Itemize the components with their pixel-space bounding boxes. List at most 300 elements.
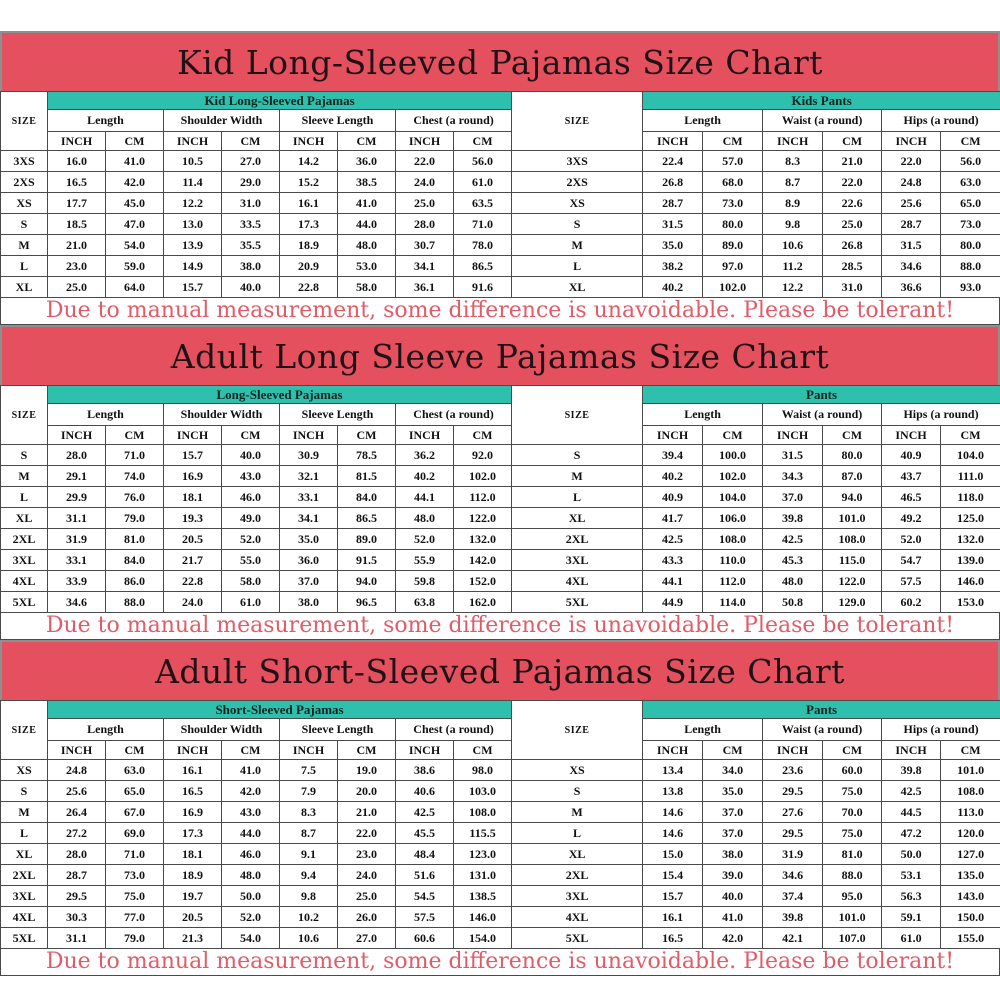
value-cell: 14.2 xyxy=(280,151,338,172)
kid-section-title: Kid Long-Sleeved Pajamas Size Chart xyxy=(176,42,824,82)
value-cell: 88.0 xyxy=(106,592,164,613)
value-cell: 131.0 xyxy=(454,865,512,886)
value-cell: 56.0 xyxy=(454,151,512,172)
value-cell: 16.1 xyxy=(643,907,703,928)
unit-cm: CM xyxy=(941,741,1000,760)
value-cell: 18.5 xyxy=(48,214,106,235)
value-cell: 132.0 xyxy=(941,529,1000,550)
unit-cm: CM xyxy=(222,426,280,445)
value-cell: 65.0 xyxy=(106,781,164,802)
value-cell: 29.0 xyxy=(222,172,280,193)
unit-header-row xyxy=(1,132,1000,151)
value-cell: 44.0 xyxy=(338,214,396,235)
value-cell: 49.0 xyxy=(222,508,280,529)
value-cell: 40.2 xyxy=(643,466,703,487)
value-cell: 14.6 xyxy=(643,823,703,844)
unit-inch: INCH xyxy=(763,426,823,445)
value-cell: 22.8 xyxy=(280,277,338,298)
value-cell: 31.5 xyxy=(763,445,823,466)
value-cell: 55.0 xyxy=(222,550,280,571)
unit-inch: INCH xyxy=(48,426,106,445)
size-cell: S xyxy=(512,214,643,235)
value-cell: 59.1 xyxy=(882,907,941,928)
adult-long-section-title: Adult Long Sleeve Pajamas Size Chart xyxy=(170,336,830,376)
table-row xyxy=(1,172,1000,193)
table-row xyxy=(1,277,1000,298)
value-cell: 84.0 xyxy=(106,550,164,571)
group-header-row xyxy=(1,701,1000,719)
value-cell: 10.6 xyxy=(280,928,338,949)
value-cell: 138.5 xyxy=(454,886,512,907)
value-cell: 127.0 xyxy=(941,844,1000,865)
value-cell: 102.0 xyxy=(454,466,512,487)
size-cell: L xyxy=(512,823,643,844)
value-cell: 27.2 xyxy=(48,823,106,844)
unit-cm: CM xyxy=(338,426,396,445)
size-cell: 2XL xyxy=(1,529,48,550)
kid-section-banner xyxy=(0,31,1000,91)
value-cell: 25.0 xyxy=(823,214,882,235)
unit-inch: INCH xyxy=(48,741,106,760)
value-cell: 26.0 xyxy=(338,907,396,928)
value-cell: 54.7 xyxy=(882,550,941,571)
value-cell: 86.0 xyxy=(106,571,164,592)
value-cell: 28.7 xyxy=(643,193,703,214)
measurement-header-row xyxy=(1,110,1000,132)
size-cell: 3XS xyxy=(1,151,48,172)
value-cell: 107.0 xyxy=(823,928,882,949)
value-cell: 24.0 xyxy=(164,592,222,613)
value-cell: 40.6 xyxy=(396,781,454,802)
value-cell: 37.0 xyxy=(703,823,763,844)
value-cell: 41.0 xyxy=(106,151,164,172)
value-cell: 22.0 xyxy=(396,151,454,172)
value-cell: 40.0 xyxy=(703,886,763,907)
kid-size-table xyxy=(0,91,1000,298)
size-cell: XS xyxy=(512,193,643,214)
value-cell: 101.0 xyxy=(823,907,882,928)
size-cell: L xyxy=(1,487,48,508)
value-cell: 58.0 xyxy=(338,277,396,298)
value-cell: 30.7 xyxy=(396,235,454,256)
value-cell: 63.8 xyxy=(396,592,454,613)
value-cell: 53.0 xyxy=(338,256,396,277)
value-cell: 11.4 xyxy=(164,172,222,193)
table-row xyxy=(1,823,1000,844)
value-cell: 46.5 xyxy=(882,487,941,508)
value-cell: 113.0 xyxy=(941,802,1000,823)
unit-inch: INCH xyxy=(164,426,222,445)
value-cell: 23.6 xyxy=(763,760,823,781)
value-cell: 67.0 xyxy=(106,802,164,823)
value-cell: 19.7 xyxy=(164,886,222,907)
value-cell: 31.5 xyxy=(882,235,941,256)
value-cell: 10.5 xyxy=(164,151,222,172)
value-cell: 22.6 xyxy=(823,193,882,214)
value-cell: 42.5 xyxy=(882,781,941,802)
size-column-header: SIZE xyxy=(1,386,48,445)
value-cell: 17.3 xyxy=(280,214,338,235)
value-cell: 35.0 xyxy=(643,235,703,256)
value-cell: 45.3 xyxy=(763,550,823,571)
value-cell: 13.8 xyxy=(643,781,703,802)
value-cell: 20.5 xyxy=(164,529,222,550)
value-cell: 24.8 xyxy=(48,760,106,781)
value-cell: 20.0 xyxy=(338,781,396,802)
size-cell: 5XL xyxy=(512,592,643,613)
value-cell: 97.0 xyxy=(703,256,763,277)
value-cell: 111.0 xyxy=(941,466,1000,487)
measurement-header-row xyxy=(1,719,1000,741)
value-cell: 73.0 xyxy=(941,214,1000,235)
value-cell: 34.1 xyxy=(280,508,338,529)
value-cell: 61.0 xyxy=(454,172,512,193)
value-cell: 40.2 xyxy=(643,277,703,298)
value-cell: 16.5 xyxy=(643,928,703,949)
value-cell: 155.0 xyxy=(941,928,1000,949)
value-cell: 108.0 xyxy=(454,802,512,823)
value-cell: 33.1 xyxy=(48,550,106,571)
col-header-hips: Hips (a round) xyxy=(882,110,1000,132)
value-cell: 23.0 xyxy=(338,844,396,865)
pajamas-group-header: Kid Long-Sleeved Pajamas xyxy=(48,92,512,110)
value-cell: 115.5 xyxy=(454,823,512,844)
unit-inch: INCH xyxy=(763,132,823,151)
value-cell: 35.5 xyxy=(222,235,280,256)
kid-table-body xyxy=(1,151,1000,298)
value-cell: 8.7 xyxy=(280,823,338,844)
col-header-waist: Waist (a round) xyxy=(763,719,882,741)
adult-short-size-table xyxy=(0,700,1000,949)
value-cell: 56.0 xyxy=(941,151,1000,172)
value-cell: 87.0 xyxy=(823,466,882,487)
value-cell: 54.0 xyxy=(222,928,280,949)
value-cell: 91.5 xyxy=(338,550,396,571)
value-cell: 12.2 xyxy=(763,277,823,298)
value-cell: 42.5 xyxy=(763,529,823,550)
col-header-waist: Waist (a round) xyxy=(763,404,882,426)
value-cell: 78.5 xyxy=(338,445,396,466)
table-row xyxy=(1,466,1000,487)
value-cell: 29.5 xyxy=(48,886,106,907)
table-row xyxy=(1,508,1000,529)
value-cell: 15.7 xyxy=(164,277,222,298)
size-cell: L xyxy=(1,823,48,844)
value-cell: 63.5 xyxy=(454,193,512,214)
value-cell: 94.0 xyxy=(823,487,882,508)
value-cell: 25.0 xyxy=(396,193,454,214)
value-cell: 38.0 xyxy=(222,256,280,277)
value-cell: 77.0 xyxy=(106,907,164,928)
value-cell: 48.0 xyxy=(338,235,396,256)
table-row xyxy=(1,193,1000,214)
disclaimer-note: Due to manual measurement, some difference is unavoidable. Please be tolerant! xyxy=(0,949,1000,976)
value-cell: 45.5 xyxy=(396,823,454,844)
size-cell: 3XL xyxy=(512,886,643,907)
value-cell: 28.7 xyxy=(882,214,941,235)
table-row xyxy=(1,865,1000,886)
value-cell: 58.0 xyxy=(222,571,280,592)
value-cell: 42.5 xyxy=(396,802,454,823)
value-cell: 31.5 xyxy=(643,214,703,235)
value-cell: 28.0 xyxy=(48,445,106,466)
value-cell: 52.0 xyxy=(222,529,280,550)
value-cell: 73.0 xyxy=(106,865,164,886)
value-cell: 71.0 xyxy=(106,445,164,466)
group-header-row xyxy=(1,386,1000,404)
value-cell: 154.0 xyxy=(454,928,512,949)
value-cell: 33.5 xyxy=(222,214,280,235)
value-cell: 31.9 xyxy=(763,844,823,865)
value-cell: 26.8 xyxy=(643,172,703,193)
size-cell: XS xyxy=(1,193,48,214)
value-cell: 63.0 xyxy=(106,760,164,781)
unit-cm: CM xyxy=(823,426,882,445)
value-cell: 59.8 xyxy=(396,571,454,592)
table-row xyxy=(1,571,1000,592)
size-cell: 4XL xyxy=(1,907,48,928)
value-cell: 42.5 xyxy=(643,529,703,550)
value-cell: 36.0 xyxy=(338,151,396,172)
group-header-row xyxy=(1,92,1000,110)
value-cell: 25.0 xyxy=(338,886,396,907)
value-cell: 16.5 xyxy=(164,781,222,802)
size-cell: XL xyxy=(1,508,48,529)
value-cell: 23.0 xyxy=(48,256,106,277)
value-cell: 18.1 xyxy=(164,844,222,865)
value-cell: 60.2 xyxy=(882,592,941,613)
unit-cm: CM xyxy=(222,132,280,151)
table-row xyxy=(1,487,1000,508)
value-cell: 19.3 xyxy=(164,508,222,529)
table-row xyxy=(1,760,1000,781)
size-cell: 3XL xyxy=(512,550,643,571)
value-cell: 16.9 xyxy=(164,466,222,487)
value-cell: 30.3 xyxy=(48,907,106,928)
value-cell: 48.0 xyxy=(222,865,280,886)
value-cell: 16.5 xyxy=(48,172,106,193)
value-cell: 22.4 xyxy=(643,151,703,172)
unit-inch: INCH xyxy=(882,426,941,445)
value-cell: 48.4 xyxy=(396,844,454,865)
value-cell: 25.6 xyxy=(48,781,106,802)
value-cell: 76.0 xyxy=(106,487,164,508)
value-cell: 129.0 xyxy=(823,592,882,613)
unit-inch: INCH xyxy=(164,132,222,151)
unit-inch: INCH xyxy=(164,741,222,760)
value-cell: 28.5 xyxy=(823,256,882,277)
size-cell: S xyxy=(1,445,48,466)
value-cell: 46.0 xyxy=(222,844,280,865)
value-cell: 57.5 xyxy=(396,907,454,928)
size-cell: M xyxy=(1,802,48,823)
value-cell: 21.0 xyxy=(823,151,882,172)
table-row xyxy=(1,844,1000,865)
value-cell: 18.1 xyxy=(164,487,222,508)
unit-inch: INCH xyxy=(396,741,454,760)
value-cell: 37.0 xyxy=(280,571,338,592)
value-cell: 49.2 xyxy=(882,508,941,529)
value-cell: 55.9 xyxy=(396,550,454,571)
value-cell: 89.0 xyxy=(703,235,763,256)
value-cell: 28.0 xyxy=(396,214,454,235)
col-header-shoulder-width: Shoulder Width xyxy=(164,719,280,741)
size-column-header: SIZE xyxy=(512,701,643,760)
unit-cm: CM xyxy=(454,426,512,445)
value-cell: 48.0 xyxy=(396,508,454,529)
value-cell: 25.6 xyxy=(882,193,941,214)
col-header-length: Length xyxy=(48,110,164,132)
unit-inch: INCH xyxy=(882,741,941,760)
value-cell: 25.0 xyxy=(48,277,106,298)
size-cell: 3XS xyxy=(512,151,643,172)
unit-cm: CM xyxy=(106,741,164,760)
value-cell: 50.8 xyxy=(763,592,823,613)
value-cell: 35.0 xyxy=(703,781,763,802)
value-cell: 24.0 xyxy=(396,172,454,193)
adult-long-size-table xyxy=(0,385,1000,613)
unit-cm: CM xyxy=(823,741,882,760)
col-header-length: Length xyxy=(643,110,763,132)
value-cell: 17.7 xyxy=(48,193,106,214)
value-cell: 146.0 xyxy=(941,571,1000,592)
value-cell: 52.0 xyxy=(396,529,454,550)
value-cell: 15.7 xyxy=(643,886,703,907)
value-cell: 35.0 xyxy=(280,529,338,550)
value-cell: 100.0 xyxy=(703,445,763,466)
value-cell: 64.0 xyxy=(106,277,164,298)
value-cell: 43.0 xyxy=(222,802,280,823)
value-cell: 80.0 xyxy=(941,235,1000,256)
value-cell: 27.6 xyxy=(763,802,823,823)
value-cell: 22.0 xyxy=(823,172,882,193)
value-cell: 92.0 xyxy=(454,445,512,466)
value-cell: 48.0 xyxy=(763,571,823,592)
value-cell: 39.8 xyxy=(882,760,941,781)
table-row xyxy=(1,256,1000,277)
value-cell: 38.5 xyxy=(338,172,396,193)
value-cell: 21.7 xyxy=(164,550,222,571)
value-cell: 29.1 xyxy=(48,466,106,487)
value-cell: 10.2 xyxy=(280,907,338,928)
value-cell: 37.4 xyxy=(763,886,823,907)
value-cell: 39.8 xyxy=(763,508,823,529)
size-cell: M xyxy=(1,235,48,256)
value-cell: 52.0 xyxy=(222,907,280,928)
unit-header-row xyxy=(1,741,1000,760)
adult-long-section-banner xyxy=(0,325,1000,385)
adult-short-table-body xyxy=(1,760,1000,949)
value-cell: 11.2 xyxy=(763,256,823,277)
size-cell: XL xyxy=(512,277,643,298)
value-cell: 40.0 xyxy=(222,445,280,466)
size-cell: S xyxy=(512,781,643,802)
value-cell: 31.9 xyxy=(48,529,106,550)
value-cell: 60.6 xyxy=(396,928,454,949)
value-cell: 21.0 xyxy=(48,235,106,256)
unit-cm: CM xyxy=(703,132,763,151)
value-cell: 14.6 xyxy=(643,802,703,823)
value-cell: 42.0 xyxy=(106,172,164,193)
value-cell: 98.0 xyxy=(454,760,512,781)
unit-inch: INCH xyxy=(763,741,823,760)
value-cell: 44.1 xyxy=(396,487,454,508)
value-cell: 115.0 xyxy=(823,550,882,571)
value-cell: 40.9 xyxy=(882,445,941,466)
col-header-waist: Waist (a round) xyxy=(763,110,882,132)
value-cell: 20.9 xyxy=(280,256,338,277)
value-cell: 39.4 xyxy=(643,445,703,466)
value-cell: 8.3 xyxy=(763,151,823,172)
value-cell: 34.1 xyxy=(396,256,454,277)
value-cell: 31.1 xyxy=(48,928,106,949)
value-cell: 114.0 xyxy=(703,592,763,613)
size-cell: XS xyxy=(1,760,48,781)
value-cell: 17.3 xyxy=(164,823,222,844)
size-cell: 2XL xyxy=(1,865,48,886)
size-cell: 3XL xyxy=(1,550,48,571)
col-header-chest: Chest (a round) xyxy=(396,404,512,426)
unit-inch: INCH xyxy=(643,741,703,760)
size-cell: L xyxy=(512,256,643,277)
value-cell: 9.8 xyxy=(763,214,823,235)
col-header-hips: Hips (a round) xyxy=(882,404,1000,426)
value-cell: 29.5 xyxy=(763,781,823,802)
value-cell: 22.0 xyxy=(338,823,396,844)
value-cell: 125.0 xyxy=(941,508,1000,529)
size-cell: 3XL xyxy=(1,886,48,907)
value-cell: 22.0 xyxy=(882,151,941,172)
value-cell: 7.9 xyxy=(280,781,338,802)
value-cell: 27.0 xyxy=(338,928,396,949)
value-cell: 16.1 xyxy=(280,193,338,214)
value-cell: 15.2 xyxy=(280,172,338,193)
col-header-sleeve-length: Sleeve Length xyxy=(280,404,396,426)
value-cell: 31.1 xyxy=(48,508,106,529)
value-cell: 56.3 xyxy=(882,886,941,907)
value-cell: 61.0 xyxy=(882,928,941,949)
unit-inch: INCH xyxy=(643,132,703,151)
disclaimer-note: Due to manual measurement, some difference is unavoidable. Please be tolerant! xyxy=(0,613,1000,640)
value-cell: 153.0 xyxy=(941,592,1000,613)
size-cell: L xyxy=(1,256,48,277)
size-cell: 4XL xyxy=(512,907,643,928)
col-header-chest: Chest (a round) xyxy=(396,719,512,741)
size-cell: XL xyxy=(1,844,48,865)
value-cell: 30.9 xyxy=(280,445,338,466)
value-cell: 38.0 xyxy=(280,592,338,613)
table-row xyxy=(1,235,1000,256)
value-cell: 71.0 xyxy=(454,214,512,235)
value-cell: 37.0 xyxy=(703,802,763,823)
value-cell: 43.7 xyxy=(882,466,941,487)
value-cell: 57.5 xyxy=(882,571,941,592)
unit-inch: INCH xyxy=(280,741,338,760)
unit-inch: INCH xyxy=(280,132,338,151)
size-cell: 2XL xyxy=(512,865,643,886)
value-cell: 61.0 xyxy=(222,592,280,613)
value-cell: 14.9 xyxy=(164,256,222,277)
adult-long-table-body xyxy=(1,445,1000,613)
value-cell: 34.6 xyxy=(882,256,941,277)
size-cell: M xyxy=(1,466,48,487)
value-cell: 95.0 xyxy=(823,886,882,907)
value-cell: 21.3 xyxy=(164,928,222,949)
col-header-length: Length xyxy=(643,719,763,741)
value-cell: 8.9 xyxy=(763,193,823,214)
size-cell: 2XL xyxy=(512,529,643,550)
unit-inch: INCH xyxy=(48,132,106,151)
